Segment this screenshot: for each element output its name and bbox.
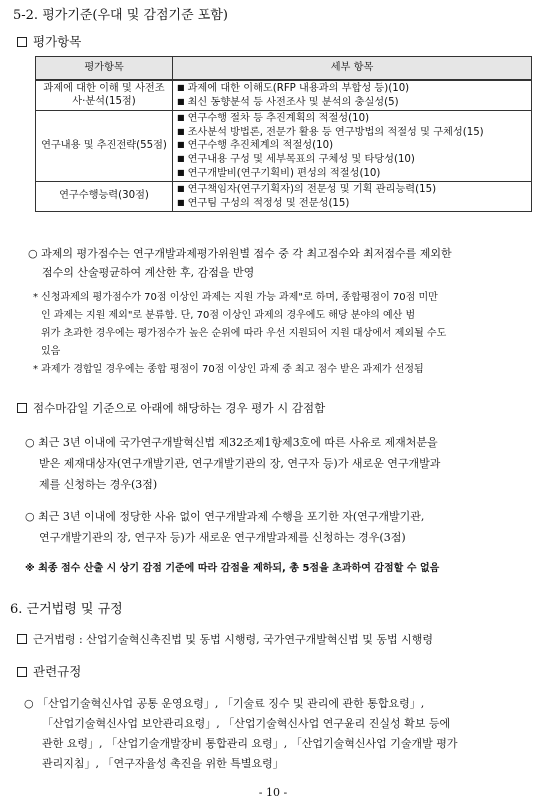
text-line: 인 과제는 지원 제외"로 분류함. 단, 70점 이상인 과제의 경우에도 해당 분야의 예산 범 <box>41 310 416 321</box>
row-category: 과제에 대한 이해 및 사전조사·분석(15점) <box>36 80 173 111</box>
section-title-6: 6. 근거법령 및 규정 <box>10 602 123 617</box>
table-header-category: 평가항목 <box>36 57 173 81</box>
section-title-5-2: 5-2. 평가기준(우대 및 감점기준 포함) <box>13 8 228 23</box>
text-line: 「산업기술혁신사업 보안관리요령」, 「산업기술혁신사업 연구윤리 진실성 확보 등에 <box>42 717 451 730</box>
deduct-item-1 <box>25 432 540 495</box>
evaluation-criteria-table <box>35 56 532 212</box>
text-line: 연구개발기관의 장, 연구자 등)가 새로운 연구개발과제를 신청하는 경우(3점) <box>39 531 406 544</box>
reg-heading-label: 관련규정 <box>33 664 82 679</box>
deduct-heading-label: 점수마감일 기준으로 아래에 해당하는 경우 평가 시 감점함 <box>33 401 326 415</box>
checkbox-square-icon <box>17 667 27 677</box>
list-item: ■ 연구수행 절차 등 추진계획의 적절성(10) <box>177 112 527 126</box>
deduct-item-2 <box>25 506 540 548</box>
list-item: ■ 연구수행 추진체계의 적절성(10) <box>177 139 527 153</box>
reg-heading <box>17 662 81 680</box>
text-line: ○ 최근 3년 이내에 국가연구개발혁신법 제32조제1항제3호에 따른 사유로 제재처분을 <box>25 436 438 449</box>
list-item: ■ 최신 동향분석 등 사전조사 및 분석의 충실성(5) <box>177 96 527 110</box>
row-category: 연구내용 및 추진전략(55점) <box>36 111 173 182</box>
text-line: 점수의 산술평균하여 계산한 후, 감점을 반영 <box>42 266 255 279</box>
row-category: 연구수행능력(30점) <box>36 182 173 212</box>
regulation-list <box>24 694 540 774</box>
law-line <box>17 631 433 647</box>
list-item: ■ 과제에 대한 이해도(RFP 내용과의 부합성 등)(10) <box>177 82 527 96</box>
text-line: 있음 <box>41 346 61 357</box>
table-header-detail: 세부 항목 <box>173 57 532 81</box>
text-line: * 신청과제의 평가점수가 70점 이상인 과제는 지원 가능 과제"로 하며, 종합평점이 70점 미만 <box>33 292 438 303</box>
table-row <box>36 80 532 111</box>
table-row <box>36 111 532 182</box>
text-line: ○ 과제의 평가점수는 연구개발과제평가위원별 점수 중 각 최고점수와 최저점수를 제외한 <box>28 247 452 260</box>
row-items <box>173 182 532 212</box>
text-line: ○ 「산업기술혁신사업 공통 운영요령」, 「기술료 징수 및 관리에 관한 통합요령」, <box>24 697 425 710</box>
text-line: 받은 제재대상자(연구개발기관, 연구개발기관의 장, 연구자 등)가 새로운 연구개발과 <box>39 457 441 470</box>
text-line: 제를 신청하는 경우(3점) <box>39 478 158 491</box>
checkbox-square-icon <box>17 37 27 47</box>
text-line: 관한 요령」, 「산업기술개발장비 통합관리 요령」, 「산업기술혁신사업 기술개발 평가 <box>42 737 458 750</box>
list-item: ■ 연구책임자(연구기획자)의 전문성 및 기획 관리능력(15) <box>177 183 527 197</box>
checkbox-square-icon <box>17 403 27 413</box>
sub-heading-label: 평가항목 <box>33 34 82 49</box>
list-item: ■ 조사분석 방법론, 전문가 활용 등 연구방법의 적절성 및 구체성(15) <box>177 126 527 140</box>
sub-heading-eval-items <box>17 32 81 50</box>
page-number: - 10 - <box>258 786 288 799</box>
row-items <box>173 80 532 111</box>
bold-note: ※ 최종 점수 산출 시 상기 감점 기준에 따라 감점을 제하되, 총 5점을 초과하여 감점할 수 없음 <box>25 563 440 574</box>
deduct-heading <box>17 400 325 416</box>
text-line: 위가 초과한 경우에는 평가점수가 높은 순위에 따라 우선 지원되어 지원 대상에서 제외될 수도 <box>41 328 447 339</box>
law-line-label: 근거법령 : 산업기술혁신촉진법 및 동법 시행령, 국가연구개발혁신법 및 동법 시행령 <box>33 633 433 646</box>
paragraph-scoring <box>28 244 538 282</box>
text-line: ○ 최근 3년 이내에 정당한 사유 없이 연구개발과제 수행을 포기한 자(연구개발기관, <box>25 510 425 523</box>
text-line: 관리지침」, 「연구자율성 촉진을 위한 특별요령」 <box>42 757 284 770</box>
row-items <box>173 111 532 182</box>
checkbox-square-icon <box>17 634 27 644</box>
list-item: ■ 연구내용 구성 및 세부목표의 구체성 및 타당성(10) <box>177 153 527 167</box>
table-row <box>36 182 532 212</box>
list-item: ■ 연구개발비(연구기획비) 편성의 적절성(10) <box>177 167 527 181</box>
note-threshold <box>33 289 538 361</box>
note-tie: * 과제가 경합일 경우에는 종합 평점이 70점 이상인 과제 중 최고 점수 받은 과제가 선정됨 <box>33 364 424 375</box>
list-item: ■ 연구팀 구성의 적정성 및 전문성(15) <box>177 197 527 211</box>
